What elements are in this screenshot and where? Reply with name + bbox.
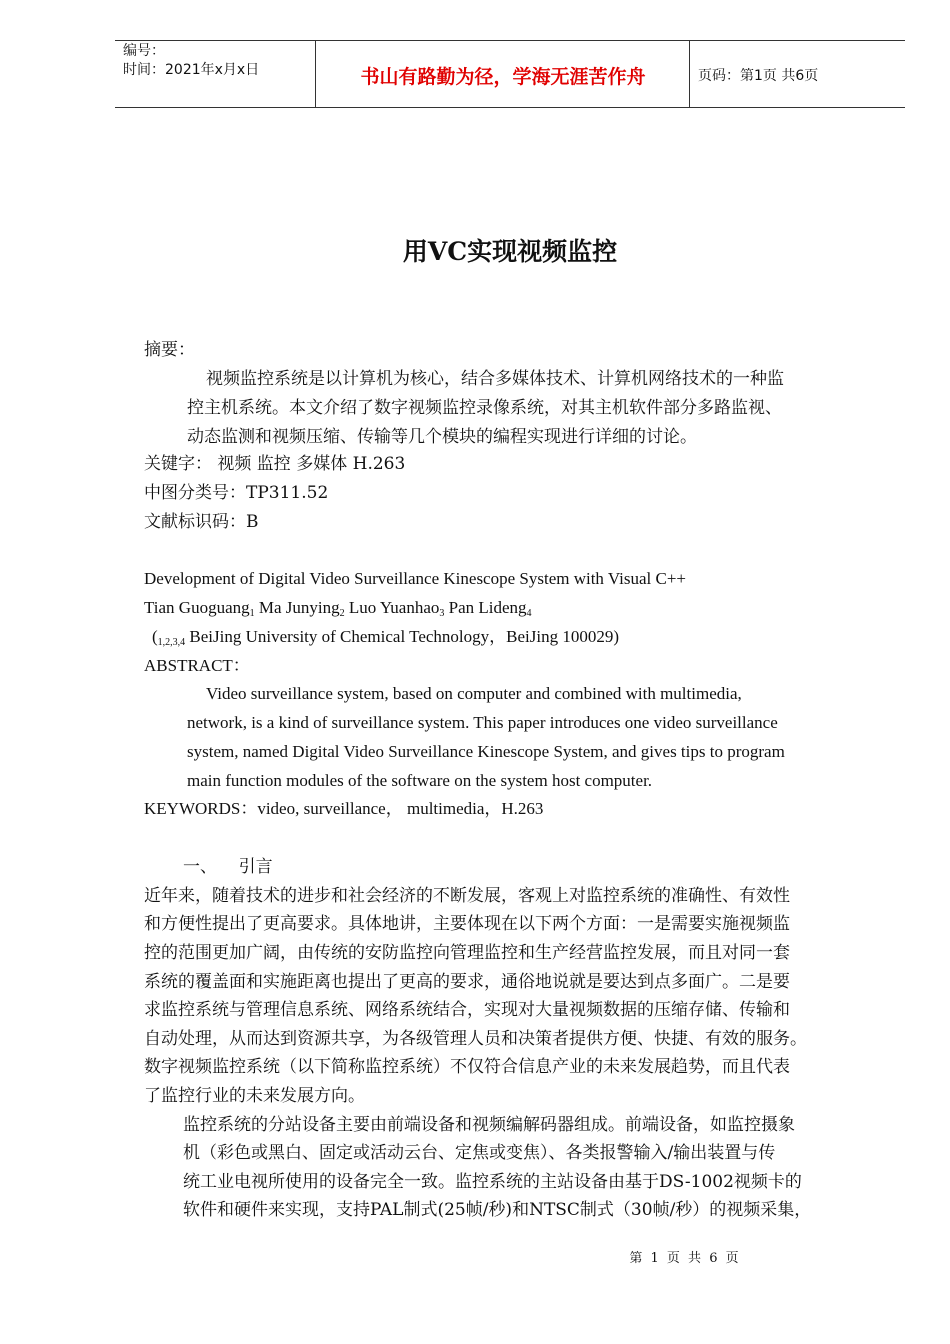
english-abstract-line: Video surveillance system, based on computer and combined with multimedia, (206, 684, 742, 703)
author-name: Ma Junying (258, 598, 340, 617)
paragraph-line: 系统的覆盖面和实施距离也提出了更高的要求，通俗地说就是要达到点多面广。二是要 (144, 972, 790, 992)
paragraph-line: 机（彩色或黑白、固定或活动云台、定焦或变焦）、各类报警输入/输出装置与传 (183, 1143, 776, 1163)
header-bottom-rule (115, 107, 905, 108)
english-authors (144, 597, 532, 625)
section-heading: 一、 引言 (183, 857, 273, 877)
paragraph-line: 统工业电视所使用的设备完全一致。监控系统的主站设备由基于DS-1002视频卡的 (183, 1172, 802, 1192)
header-number: 编号： (123, 43, 165, 59)
abstract-line: 视频监控系统是以计算机为核心，结合多媒体技术、计算机网络技术的一种监 (206, 369, 784, 389)
author-name: Pan Lideng (448, 598, 527, 617)
keywords-cn: 关键字： 视频 监控 多媒体 H.263 (144, 454, 406, 474)
author-name: Luo Yuanhao (348, 598, 440, 617)
header-top-rule (115, 40, 905, 41)
paragraph-line: 求监控系统与管理信息系统、网络系统结合，实现对大量视频数据的压缩存储、传输和 (144, 1000, 790, 1020)
english-abstract-label: ABSTRACT： (144, 656, 250, 675)
affiliation-paren: ( (152, 627, 158, 646)
document-title: 用VC实现视频监控 (402, 237, 618, 266)
author-sub: 1 (249, 608, 255, 619)
author-sub: 3 (439, 608, 445, 619)
english-abstract-line: network, is a kind of surveillance system. This paper introduces one video surveillance (187, 713, 778, 732)
paragraph-line: 数字视频监控系统（以下简称监控系统）不仅符合信息产业的未来发展趋势，而且代表 (144, 1057, 790, 1077)
affiliation-text: BeiJing University of Chemical Technology，BeiJing 100029) (185, 627, 620, 646)
page-footer: 第 1 页 共 6 页 (629, 1251, 741, 1266)
author-sub: 4 (526, 608, 532, 619)
paragraph-line: 软件和硬件来实现，支持PAL制式(25帧/秒)和NTSC制式（30帧/秒）的视频采集， (183, 1200, 812, 1220)
paragraph-line: 监控系统的分站设备主要由前端设备和视频编解码器组成。前端设备，如监控摄象 (183, 1115, 795, 1135)
english-title: Development of Digital Video Surveillance Kinescope System with Visual C++ (144, 569, 686, 588)
abstract-line: 动态监测和视频压缩、传输等几个模块的编程实现进行详细的讨论。 (187, 427, 697, 447)
paragraph-line: 了监控行业的未来发展方向。 (144, 1086, 365, 1106)
header-time: 时间：2021年x月x日 (123, 62, 260, 78)
paragraph-line: 控的范围更加广阔，由传统的安防监控向管理监控和生产经营监控发展，而且对同一套 (144, 943, 790, 963)
author-name: Tian Guoguang (144, 598, 250, 617)
header-motto: 书山有路勤为径，学海无涯苦作舟 (360, 66, 646, 88)
affiliation-sub: 1,2,3,4 (157, 637, 186, 648)
paragraph-line: 自动处理，从而达到资源共享，为各级管理人员和决策者提供方便、快捷、有效的服务。 (144, 1029, 807, 1049)
header-divider (315, 40, 316, 107)
header-meta (123, 42, 259, 80)
paragraph-line: 和方便性提出了更高要求。具体地讲，主要体现在以下两个方面：一是需要实施视频监 (144, 914, 790, 934)
header-divider (689, 40, 690, 107)
english-abstract-line: system, named Digital Video Surveillance Kinescope System, and gives tips to program (187, 742, 785, 761)
document-code: 文献标识码：B (144, 512, 259, 532)
english-abstract-line: main function modules of the software on the system host computer. (187, 771, 653, 790)
classification-number: 中图分类号：TP311.52 (144, 483, 329, 503)
author-sub: 2 (339, 608, 345, 619)
abstract-label: 摘要： (144, 340, 195, 360)
english-affiliation (152, 626, 619, 654)
english-keywords: KEYWORDS：video, surveillance， multimedia，H.263 (144, 799, 544, 818)
header-page-info: 页码：第1页 共6页 (698, 68, 819, 84)
paragraph-line: 近年来，随着技术的进步和社会经济的不断发展，客观上对监控系统的准确性、有效性 (144, 886, 790, 906)
abstract-line: 控主机系统。本文介绍了数字视频监控录像系统，对其主机软件部分多路监视、 (187, 398, 782, 418)
